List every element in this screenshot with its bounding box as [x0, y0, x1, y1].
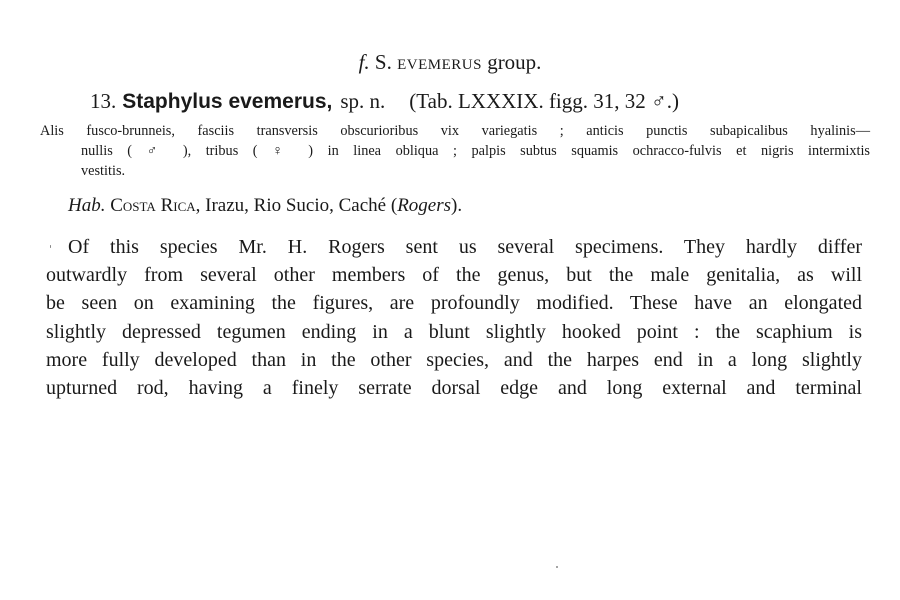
body-paragraph [46, 233, 862, 402]
body-line: more fully developed than in the other species, and the harpes end in a long slightly [46, 348, 862, 371]
body-line: Of this species Mr. H. Rogers sent us several specimens. They hardly differ [68, 236, 862, 258]
body-line: slightly depressed tegumen ending in a blunt slightly hooked point : the scaphium is [46, 320, 862, 343]
group-letter: f. [358, 50, 370, 74]
scan-speck [50, 245, 51, 248]
species-status: sp. n. [340, 89, 386, 113]
group-prefix: S. [374, 50, 392, 74]
habitat-collector: Rogers [397, 195, 452, 216]
scan-speck [556, 566, 558, 568]
habitat-closing: ). [451, 195, 463, 216]
latin-line: nullis ( ♂ ), tribus ( ♀ ) in linea obliqua ; palpis subtus squamis ochracco-fulvis et nigris intermixtis [81, 143, 870, 159]
entry-number: 13. [90, 89, 117, 113]
latin-description [40, 121, 870, 181]
group-heading [0, 50, 900, 75]
body-line: upturned rod, having a finely serrate dorsal edge and long external and terminal [46, 377, 862, 400]
habitat-label: Hab. [68, 195, 106, 216]
species-name: Staphylus evemerus, [122, 90, 333, 113]
latin-line: Alis fusco-brunneis, fasciis transversis obscurioribus vix variegatis ; anticis punctis subapicalibus hyalinis— [40, 123, 870, 139]
body-line: be seen on examining the figures, are profoundly modified. These have an elongated [46, 292, 862, 315]
body-line: outwardly from several other members of the genus, but the male genitalia, as will [46, 264, 862, 287]
latin-line: vestitis. [81, 163, 126, 179]
plate-reference: (Tab. LXXXIX. figg. 31, 32 ♂.) [409, 89, 680, 113]
group-suffix: group. [487, 50, 542, 74]
species-heading [90, 89, 679, 114]
habitat-localities: , Irazu, Rio Sucio, Caché ( [195, 195, 398, 216]
habitat-line [68, 195, 462, 217]
habitat-country: Costa Rica [110, 195, 196, 216]
group-name: EVEMERUS [397, 57, 482, 73]
